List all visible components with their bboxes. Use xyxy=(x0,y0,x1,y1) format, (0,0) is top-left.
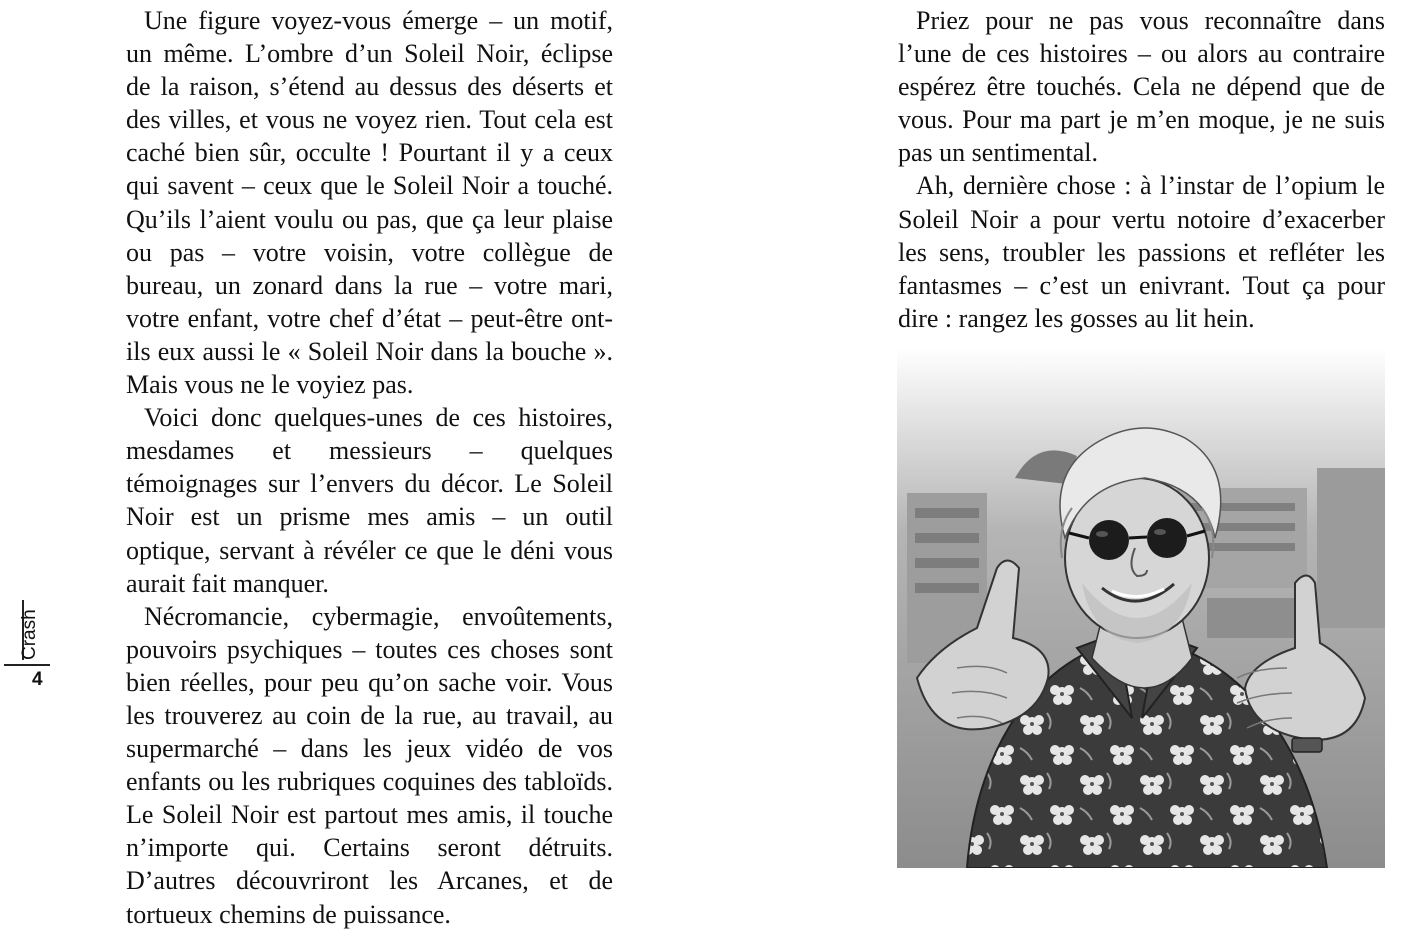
left-text-column xyxy=(126,4,613,931)
folio-horizontal-rule xyxy=(4,664,50,666)
paragraph: Nécromancie, cybermagie, envoûtements, pouvoirs psychiques – toutes ces choses sont bien réelles, pour peu qu’on sache voir. Vous les trouverez au coin de la rue, au travail, au supermarché – dans les jeux vidéo de vos enfants ou les rubriques coquines des tabloïds. Le Soleil Noir est partout mes amis, il touche n’importe qui. Certains seront détruits. D’autres découvriront les Arcanes, et de tortueux chemins de puissance. xyxy=(126,601,613,929)
paragraph: Ah, dernière chose : à l’instar de l’opium le Soleil Noir a pour vertu notoire d’exacerber les sens, troubler les passions et refléter les fantasmes – c’est un enivrant. Tout ça pour dire : rangez les gosses au lit hein. xyxy=(898,171,1385,333)
paragraph: Voici donc quelques-unes de ces histoires, mesdames et messieurs – quelques témoignages sur l’envers du décor. Le Soleil Noir est un prisme mes amis – un outil optique, servant à révéler ce que le déni vous aurait fait manquer. xyxy=(126,403,613,598)
chapter-title: Crash xyxy=(19,609,40,660)
running-folio xyxy=(4,600,48,692)
illustration-man-sunglasses-icon xyxy=(897,348,1385,868)
paragraph: Une figure voyez-vous émerge – un motif, un même. L’ombre d’un Soleil Noir, éclipse de la raison, s’étend au dessus des déserts et des villes, et vous ne voyez rien. Tout cela est caché bien sûr, occulte ! Pourtant il y a ceux qui savent – ceux que le Soleil Noir a touché. Qu’ils l’aient voulu ou pas, que ça leur plaise ou pas – votre voisin, votre collègue de bureau, un zonard dans la rue – votre mari, votre enfant, votre chef d’état – peut-être ont-ils eux aussi le « Soleil Noir dans la bouche ». Mais vous ne le voyiez pas. xyxy=(126,6,613,400)
page-number: 4 xyxy=(32,669,43,690)
paragraph: Priez pour ne pas vous reconnaître dans l’une de ces histoires – ou alors au contraire espérez être touchés. Cela ne dépend que de vous. Pour ma part je m’en moque, je ne suis pas un sentimental. xyxy=(898,6,1385,168)
right-text-column xyxy=(898,4,1385,335)
